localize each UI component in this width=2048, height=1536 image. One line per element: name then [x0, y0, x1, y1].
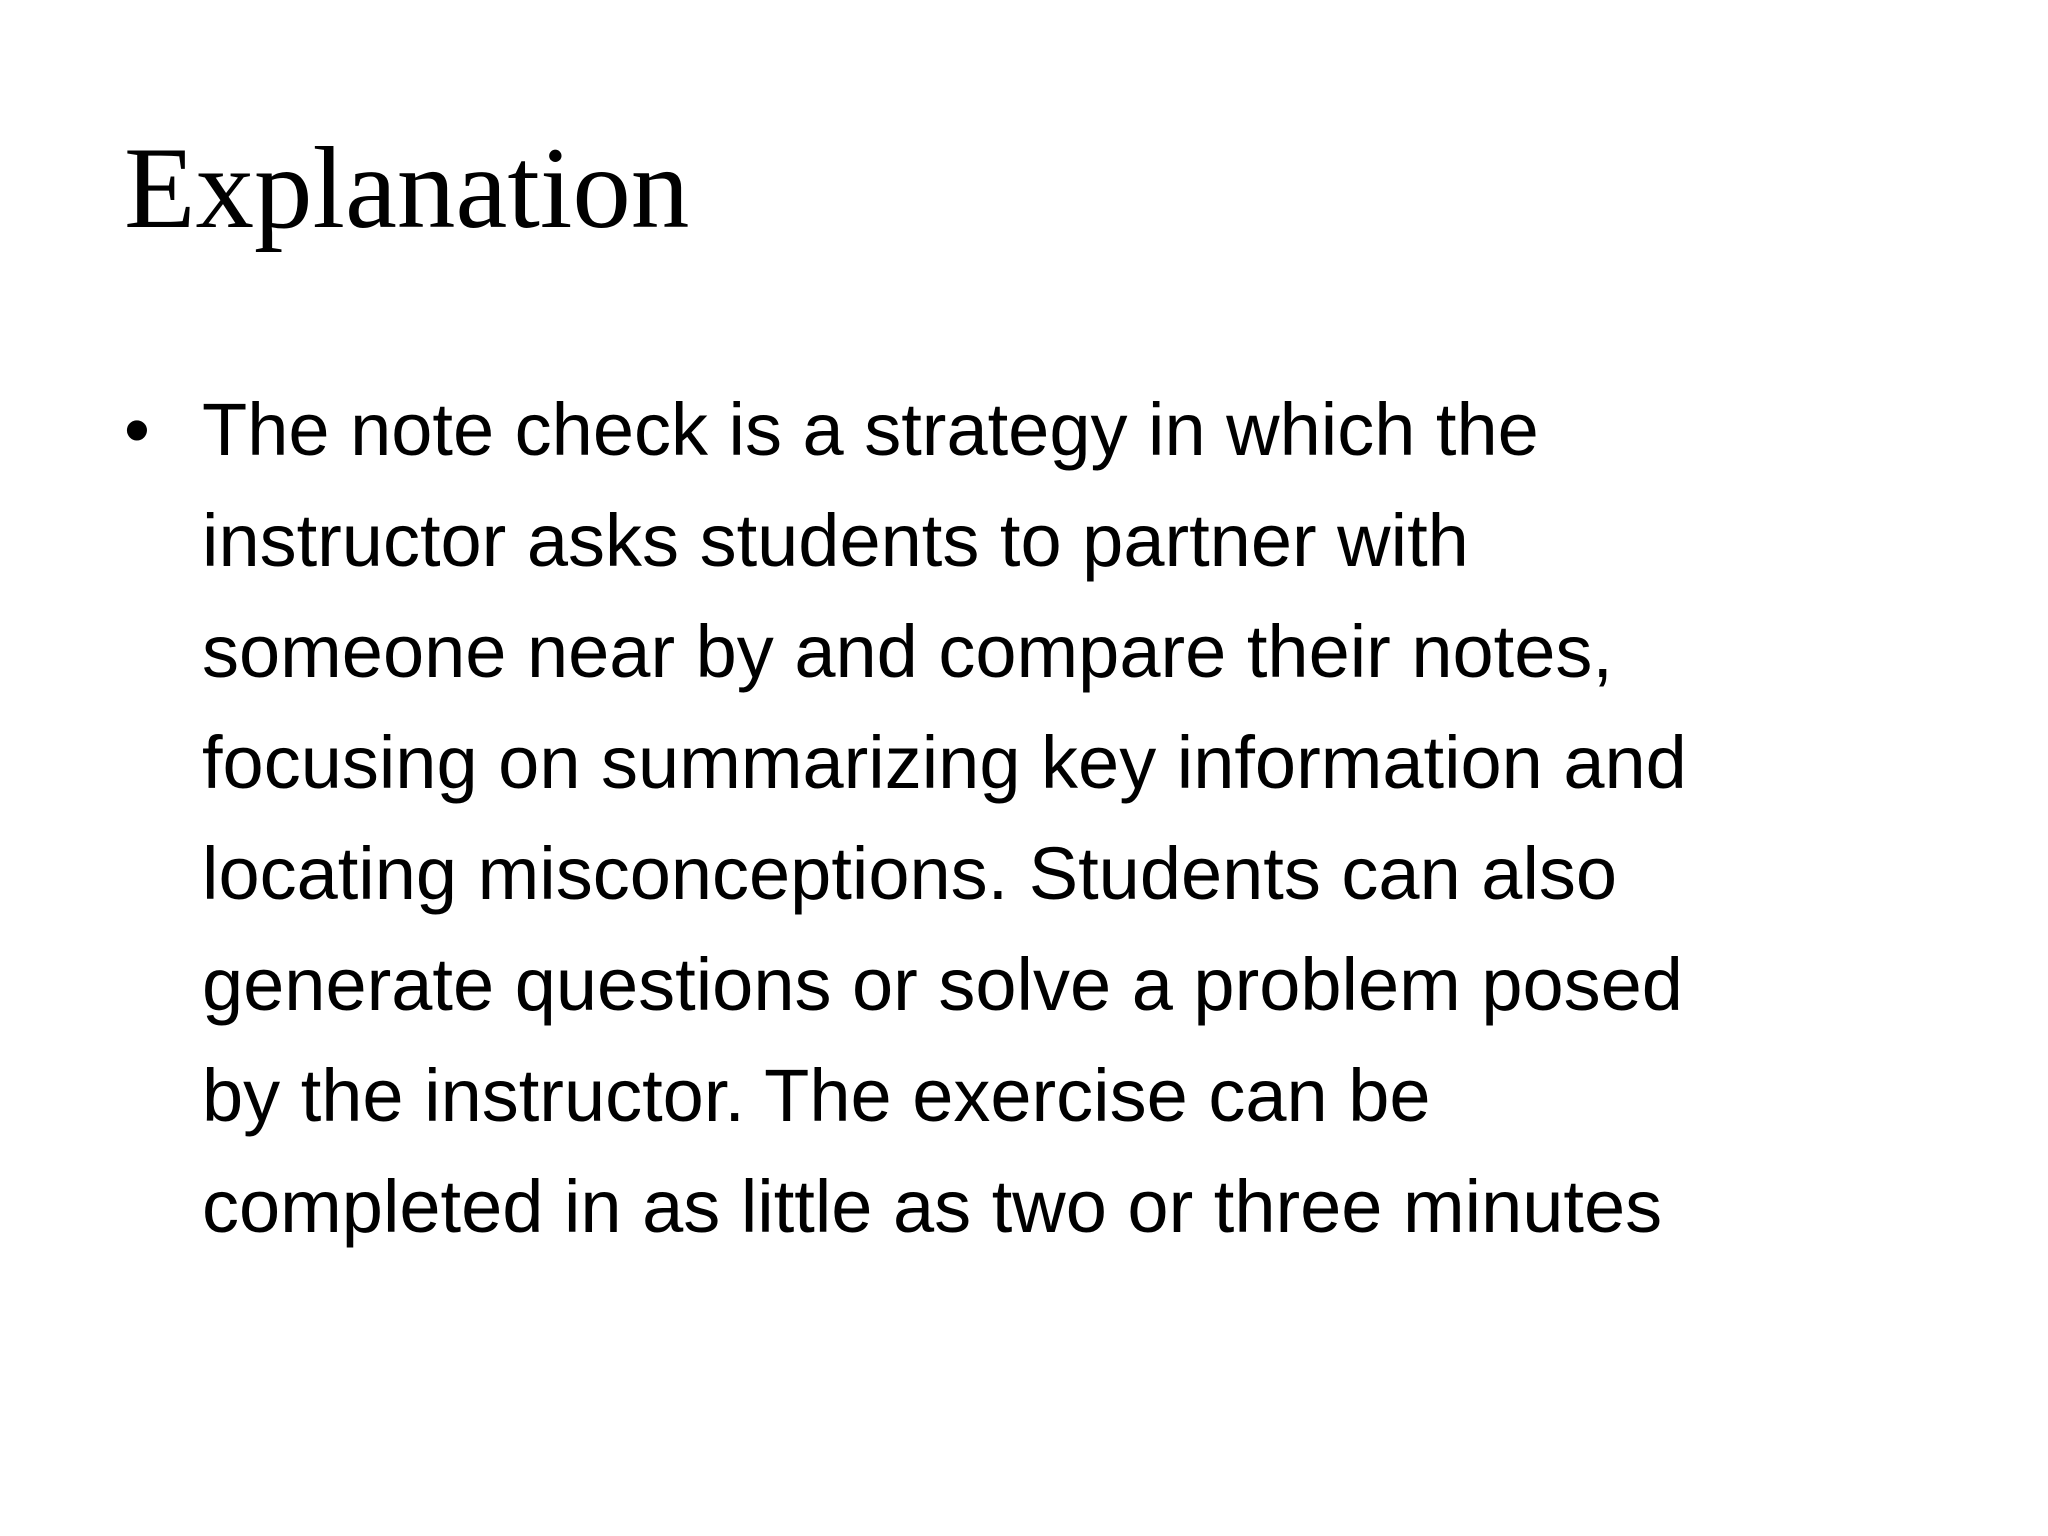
bullet-marker: •	[124, 388, 150, 471]
bullet-text-line: The note check is a strategy in which the	[202, 388, 1539, 471]
bullet-text-line: someone near by and compare their notes,	[202, 610, 1613, 693]
bullet-text-line: by the instructor. The exercise can be	[202, 1054, 1431, 1137]
bullet-text	[202, 374, 1687, 1262]
bullet-list	[124, 374, 1964, 1262]
bullet-text-line: locating misconceptions. Students can also	[202, 832, 1618, 915]
bullet-text-line: focusing on summarizing key information and	[202, 721, 1687, 804]
bullet-text-line: generate questions or solve a problem posed	[202, 943, 1683, 1026]
bullet-text-line: completed in as little as two or three minutes	[202, 1165, 1663, 1248]
bullet-text-line: instructor asks students to partner with	[202, 499, 1469, 582]
slide-title: Explanation	[124, 124, 690, 253]
bullet-item	[124, 374, 1964, 1262]
